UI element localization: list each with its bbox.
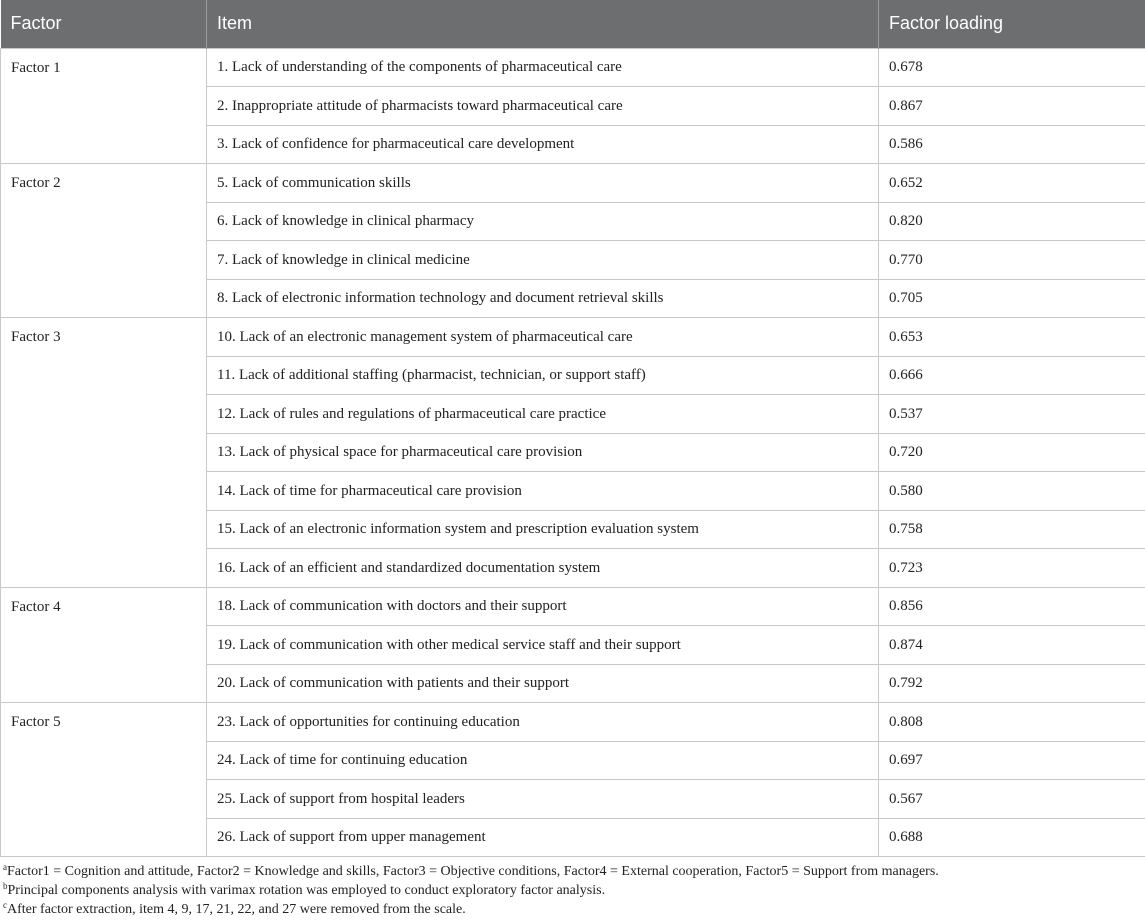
item-cell: 10. Lack of an electronic management system of pharmaceutical care bbox=[207, 318, 879, 357]
item-cell: 5. Lack of communication skills bbox=[207, 164, 879, 203]
loading-cell: 0.758 bbox=[879, 510, 1145, 549]
loading-cell: 0.678 bbox=[879, 48, 1145, 87]
footnote-mark: b bbox=[3, 881, 8, 891]
item-cell: 20. Lack of communication with patients and their support bbox=[207, 664, 879, 703]
item-cell: 7. Lack of knowledge in clinical medicine bbox=[207, 241, 879, 280]
item-cell: 6. Lack of knowledge in clinical pharmacy bbox=[207, 202, 879, 241]
loading-cell: 0.770 bbox=[879, 241, 1145, 280]
footnote-c bbox=[3, 900, 1143, 919]
footnote-text: Principal components analysis with varimax rotation was employed to conduct exploratory factor analysis. bbox=[7, 883, 606, 898]
loading-cell: 0.567 bbox=[879, 780, 1145, 819]
column-header-factor-loading: Factor loading bbox=[879, 0, 1145, 48]
item-cell: 12. Lack of rules and regulations of pharmaceutical care practice bbox=[207, 395, 879, 434]
loading-cell: 0.580 bbox=[879, 472, 1145, 511]
item-cell: 18. Lack of communication with doctors and their support bbox=[207, 587, 879, 626]
item-cell: 2. Inappropriate attitude of pharmacists toward pharmaceutical care bbox=[207, 87, 879, 126]
factor-cell: Factor 3 bbox=[1, 318, 207, 588]
table-row bbox=[1, 48, 1145, 87]
item-cell: 24. Lack of time for continuing education bbox=[207, 741, 879, 780]
footnote-a bbox=[3, 862, 1143, 881]
footnote-mark: a bbox=[3, 862, 7, 872]
item-cell: 26. Lack of support from upper management bbox=[207, 818, 879, 857]
item-cell: 23. Lack of opportunities for continuing education bbox=[207, 703, 879, 742]
item-cell: 3. Lack of confidence for pharmaceutical care development bbox=[207, 125, 879, 164]
item-cell: 1. Lack of understanding of the components of pharmaceutical care bbox=[207, 48, 879, 87]
loading-cell: 0.867 bbox=[879, 87, 1145, 126]
loading-cell: 0.666 bbox=[879, 356, 1145, 395]
loading-cell: 0.537 bbox=[879, 395, 1145, 434]
item-cell: 19. Lack of communication with other medical service staff and their support bbox=[207, 626, 879, 665]
loading-cell: 0.705 bbox=[879, 279, 1145, 318]
loading-cell: 0.723 bbox=[879, 549, 1145, 588]
column-header-item: Item bbox=[207, 0, 879, 48]
loading-cell: 0.688 bbox=[879, 818, 1145, 857]
loading-cell: 0.720 bbox=[879, 433, 1145, 472]
footnote-mark: c bbox=[3, 900, 7, 910]
table-row bbox=[1, 164, 1145, 203]
table-row bbox=[1, 587, 1145, 626]
table-footnotes bbox=[3, 862, 1143, 919]
factor-cell: Factor 2 bbox=[1, 164, 207, 318]
item-cell: 14. Lack of time for pharmaceutical care provision bbox=[207, 472, 879, 511]
loading-cell: 0.653 bbox=[879, 318, 1145, 357]
factor-cell: Factor 1 bbox=[1, 48, 207, 164]
footnote-b bbox=[3, 881, 1143, 900]
table-row bbox=[1, 318, 1145, 357]
item-cell: 16. Lack of an efficient and standardized documentation system bbox=[207, 549, 879, 588]
column-header-factor: Factor bbox=[1, 0, 207, 48]
loading-cell: 0.874 bbox=[879, 626, 1145, 665]
loading-cell: 0.586 bbox=[879, 125, 1145, 164]
item-cell: 8. Lack of electronic information technology and document retrieval skills bbox=[207, 279, 879, 318]
loading-cell: 0.808 bbox=[879, 703, 1145, 742]
factor-cell: Factor 4 bbox=[1, 587, 207, 703]
loading-cell: 0.856 bbox=[879, 587, 1145, 626]
item-cell: 25. Lack of support from hospital leaders bbox=[207, 780, 879, 819]
table-row bbox=[1, 703, 1145, 742]
loading-cell: 0.697 bbox=[879, 741, 1145, 780]
loading-cell: 0.820 bbox=[879, 202, 1145, 241]
item-cell: 13. Lack of physical space for pharmaceutical care provision bbox=[207, 433, 879, 472]
loading-cell: 0.652 bbox=[879, 164, 1145, 203]
table-body bbox=[1, 48, 1145, 857]
footnote-text: Factor1 = Cognition and attitude, Factor2 = Knowledge and skills, Factor3 = Objective conditions, Factor4 = External cooperation, Factor5 = Support from managers. bbox=[7, 864, 939, 879]
item-cell: 15. Lack of an electronic information system and prescription evaluation system bbox=[207, 510, 879, 549]
header-row bbox=[1, 0, 1145, 48]
item-cell: 11. Lack of additional staffing (pharmacist, technician, or support staff) bbox=[207, 356, 879, 395]
factor-cell: Factor 5 bbox=[1, 703, 207, 857]
footnote-text: After factor extraction, item 4, 9, 17, 21, 22, and 27 were removed from the scale. bbox=[7, 902, 466, 917]
table-header bbox=[1, 0, 1145, 48]
loading-cell: 0.792 bbox=[879, 664, 1145, 703]
